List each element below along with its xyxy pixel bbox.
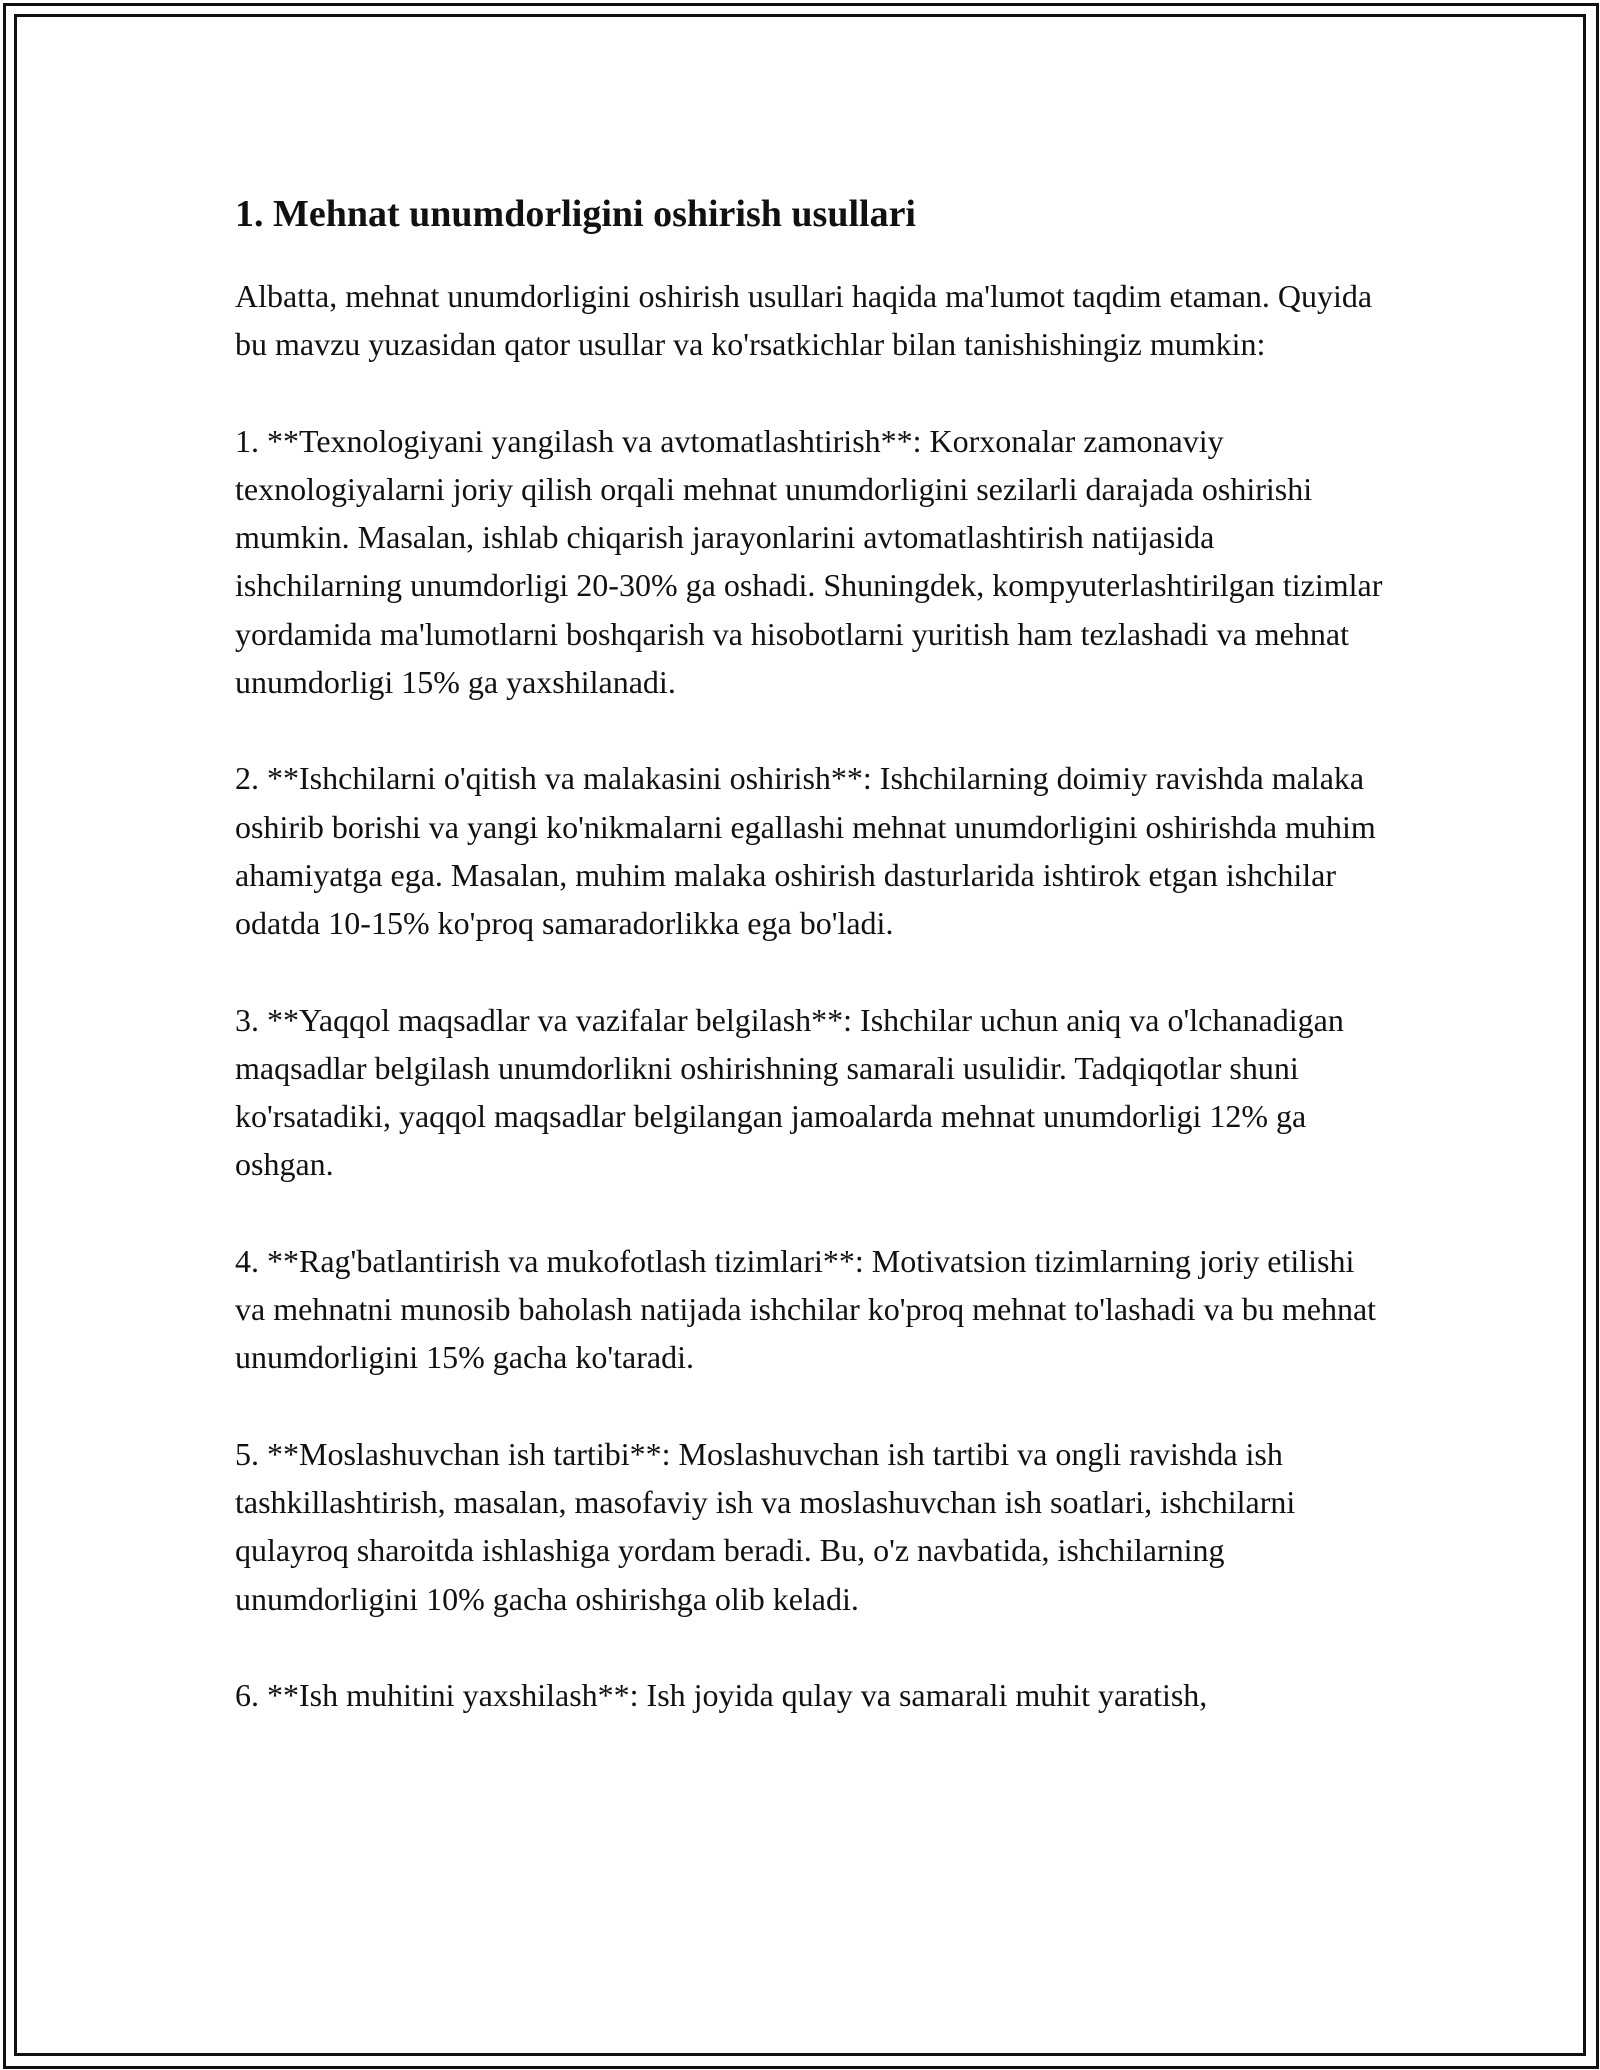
method-1-paragraph: 1. **Texnologiyani yangilash va avtomatlashtirish**: Korxonalar zamonaviy texnologiyalarni joriy qilish orqali mehnat unumdorligini sezilarli darajada oshirishi mumkin. Masalan, ishlab chiqarish jarayonlarini avtomatlashtirish natijasida ishchilarning unumdorligi 20-30% ga oshadi. Shuningdek, kompyuterlashtirilgan tizimlar yordamida ma'lumotlarni boshqarish va hisobotlarni yuritish ham tezlashadi va mehnat unumdorligi 15% ga yaxshilanadi.	[235, 422, 1383, 701]
method-5-paragraph: 5. **Moslashuvchan ish tartibi**: Moslashuvchan ish tartibi va ongli ravishda ish tashkillashtirish, masalan, masofaviy ish va moslashuvchan ish soatlari, ishchilarni qulayroq sharoitda ishlashiga yordam beradi. Bu, o'z navbatida, ishchilarning unumdorligini 10% gacha oshirishga olib keladi.	[235, 1435, 1296, 1617]
page-title: 1. Mehnat unumdorligini oshirish usullari	[235, 193, 916, 235]
method-4-paragraph: 4. **Rag'batlantirish va mukofotlash tizimlari**: Motivatsion tizimlarning joriy etilishi va mehnatni munosib baholash natijada ishchilar ko'proq mehnat to'lashadi va bu mehnat unumdorligini 15% gacha ko'taradi.	[235, 1242, 1377, 1376]
method-6-paragraph: 6. **Ish muhitini yaxshilash**: Ish joyida qulay va samarali muhit yaratish,	[235, 1676, 1208, 1713]
method-2-paragraph: 2. **Ishchilarni o'qitish va malakasini oshirish**: Ishchilarning doimiy ravishda malaka oshirib borishi va yangi ko'nikmalarni egallashi mehnat unumdorligini oshirishda muhim ahamiyatga ega. Masalan, muhim malaka oshirish dasturlarida ishtirok etgan ishchilar odatda 10-15% ko'proq samaradorlikka ega bo'ladi.	[235, 760, 1376, 942]
document-body	[235, 184, 1385, 1719]
intro-paragraph: Albatta, mehnat unumdorligini oshirish usullari haqida ma'lumot taqdim etaman. Quyida bu mavzu yuzasidan qator usullar va ko'rsatkichlar bilan tanishishingiz mumkin:	[235, 278, 1373, 363]
method-3-paragraph: 3. **Yaqqol maqsadlar va vazifalar belgilash**: Ishchilar uchun aniq va o'lchanadigan maqsadlar belgilash unumdorlikni oshirishning samarali usulidir. Tadqiqotlar shuni ko'rsatadiki, yaqqol maqsadlar belgilangan jamoalarda mehnat unumdorligi 12% ga oshgan.	[235, 1001, 1344, 1183]
